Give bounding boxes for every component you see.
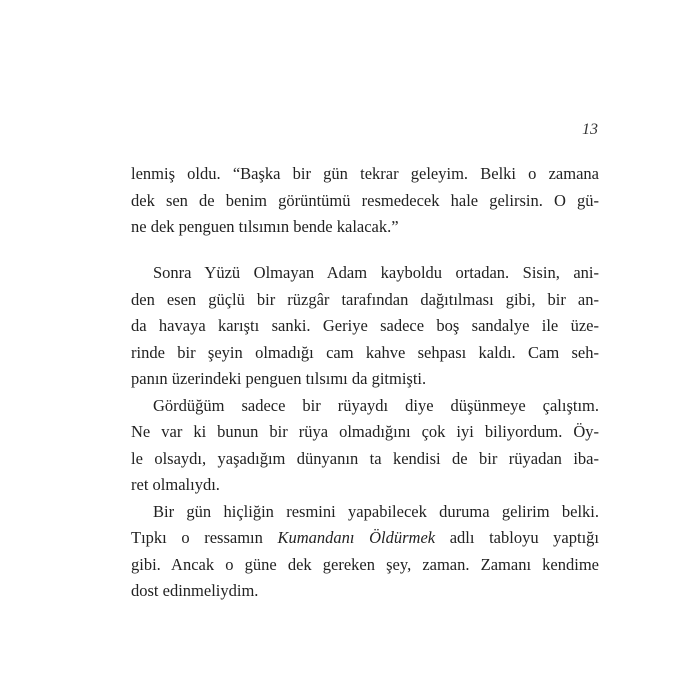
text-line: da havaya karıştı sanki. Geriye sadece boş sandalye ile üze-: [131, 316, 599, 335]
paragraph: [131, 393, 599, 499]
text-line: ne dek penguen tılsımın bende kalacak.”: [131, 217, 399, 236]
text-line: panın üzerindeki penguen tılsımı da gitmişti.: [131, 369, 427, 388]
text-line: dek sen de benim görüntümü resmedecek hale gelirsin. O gü-: [131, 190, 599, 210]
paragraph: [131, 499, 599, 605]
text-line: ret olmalıydı.: [131, 475, 220, 494]
text-line: rinde bir şeyin olmadığı cam kahve sehpası kaldı. Cam seh-: [131, 342, 599, 362]
painting-title: Kumandanı Öldürmek: [277, 528, 436, 547]
text-line: Bir gün hiçliğin resmini yapabilecek duruma gelirim belki.: [153, 501, 599, 521]
text-line: gibi. Ancak o güne dek gereken şey, zaman. Zamanı kendime: [131, 554, 599, 574]
text-line: le olsaydı, yaşadığım dünyanın ta kendisi de bir rüyadan iba-: [131, 448, 599, 468]
paragraph: [131, 260, 599, 393]
text-line: [131, 525, 599, 552]
text-line: Gördüğüm sadece bir rüyaydı diye düşünmeye çalıştım.: [153, 395, 599, 415]
text-line: den esen güçlü bir rüzgâr tarafından dağıtılması gibi, bir an-: [131, 289, 599, 309]
text-line: Ne var ki bunun bir rüya olmadığını çok iyi biliyordum. Öy-: [131, 422, 599, 441]
paragraph-dialogue: [131, 161, 599, 241]
body-text: [131, 260, 599, 605]
text-line: lenmiş oldu. “Başka bir gün tekrar geleyim. Belki o zamana: [131, 164, 599, 183]
page-number: 13: [582, 121, 598, 138]
text-segment: adlı tabloyu yaptığı: [435, 528, 600, 547]
text-segment: Tıpkı o ressamın: [131, 528, 278, 547]
text-line: Sonra Yüzü Olmayan Adam kayboldu ortadan. Sisin, ani-: [153, 263, 599, 282]
text-line: dost edinmeliydim.: [131, 581, 259, 600]
